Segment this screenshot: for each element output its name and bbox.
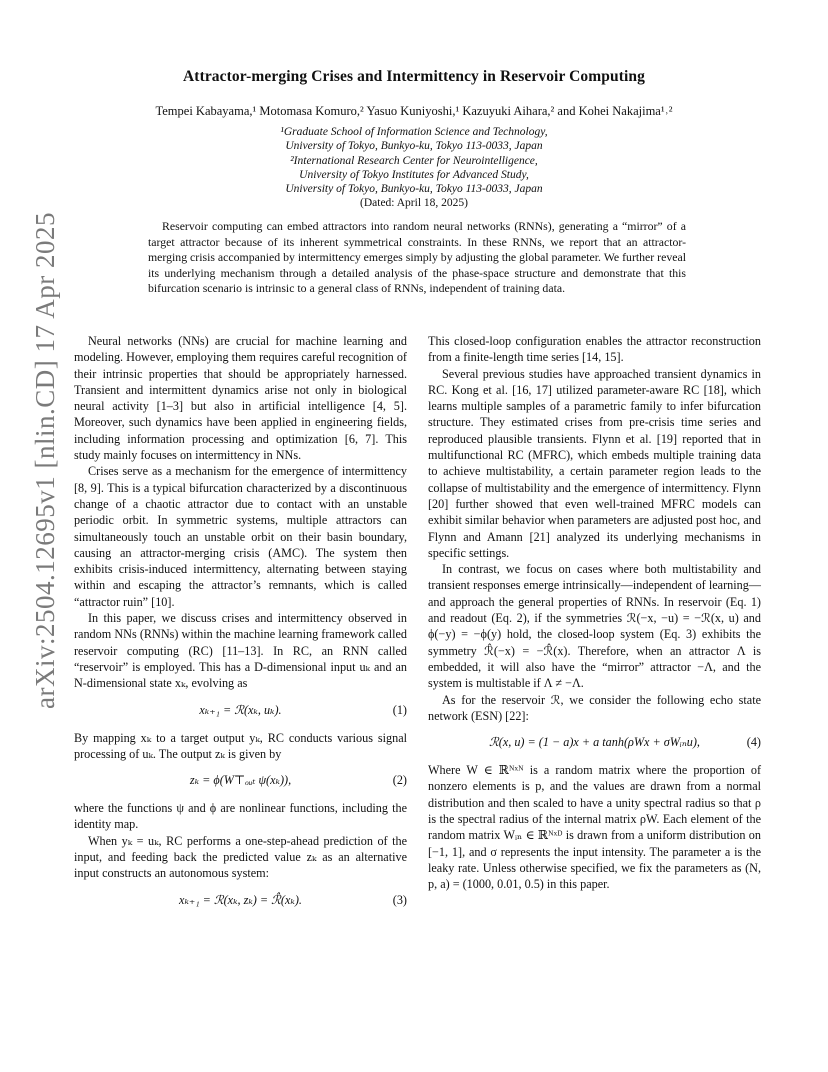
paragraph: In this paper, we discuss crises and intermittency observed in random NNs (RNNs) within the machine learning framework called reservoir computing (RC) [11–13]. In RC, an RNN called “reservoir” is employed. This has a D-dimensional input uₖ and an N-dimensional state xₖ, evolving as (74, 611, 407, 691)
equation-body: xₖ₊₁ = ℛ(xₖ, zₖ) = ℛ̂(xₖ). (179, 892, 302, 907)
paragraph: where the functions ψ and ϕ are nonlinear functions, including the identity map. (74, 801, 407, 832)
paragraph: Several previous studies have approached transient dynamics in RC. Kong et al. [16, 17] utilized parameter-aware RC [18], which learns multiple samples of a parametric family to infer bifurcation structure. They estimated crises from pre-crisis time series and reproduced plausible transients. Flynn et al. [19] reported that in multifunctional RC (MFRC), which embeds multiple training data to achieve multistability, a certain parameter region leads to the collapse of multistability and the emergence of intermittency. Flynn [20] further showed that even well-trained MFRC models can exhibit similar behavior when parameters are adjusted post hoc, and Flynn and Amann [21] analyzed its underlying mechanisms in specific settings. (428, 366, 761, 560)
affiliation-line: University of Tokyo Institutes for Advanced Study, (299, 168, 529, 181)
equation-number: (1) (392, 702, 407, 717)
abstract: Reservoir computing can embed attractors into random neural networks (RNNs), generating a “mirror” of a target attractor because of its inherent symmetrical constraints. In these RNNs, we report that an attractor-merging crisis accompanied by intermittency emerges simply by adjusting the global parameter. We further reveal its underlying mechanism through a detailed analysis of the phase-space structure and demonstrate that this bifurcation scenario is intrinsic to a general class of RNNs, independent of training data. (148, 219, 686, 295)
paragraph: When yₖ = uₖ, RC performs a one-step-ahead prediction of the input, and feeding back the predicted value zₖ as an alternative input constructs an autonomous system: (74, 833, 407, 881)
paragraph: Crises serve as a mechanism for the emergence of intermittency [8, 9]. This is a typical bifurcation characterized by a discontinuous change of a chaotic attractor due to contact with an unstable periodic orbit. In symmetric systems, multiple attractors can simultaneously touch an unstable orbit on their basin boundary, causing an attractor-merging crisis (AMC). The system then exhibits crisis-induced intermittency, alternating between staying within and escaping the attractor’s remnants, which is called “attractor ruin” [10]. (74, 464, 407, 609)
paragraph: This closed-loop configuration enables the attractor reconstruction from a finite-length time series [14, 15]. (428, 334, 761, 365)
equation-number: (3) (392, 892, 407, 907)
affiliation-line: University of Tokyo, Bunkyo-ku, Tokyo 113-0033, Japan (285, 183, 543, 196)
equation-4 (428, 734, 761, 752)
equation-number: (2) (392, 773, 407, 788)
equation-2 (74, 772, 407, 790)
equation-number: (4) (746, 735, 761, 750)
affiliation-line: University of Tokyo, Bunkyo-ku, Tokyo 113-0033, Japan (285, 140, 543, 153)
right-column (428, 333, 761, 893)
affiliation-line: ¹Graduate School of Information Science and Technology, (280, 126, 548, 138)
author-list: Tempei Kabayama,¹ Motomasa Komuro,² Yasuo Kuniyoshi,¹ Kazuyuki Aihara,² and Kohei Nakajima¹˒² (155, 104, 673, 118)
equation-3 (74, 892, 407, 910)
paper-title: Attractor-merging Crises and Intermittency in Reservoir Computing (183, 68, 645, 85)
equation-1 (74, 702, 407, 720)
affiliation-line: ²International Research Center for Neurointelligence, (290, 154, 538, 167)
paragraph: Neural networks (NNs) are crucial for machine learning and modeling. However, employing them requires careful recognition of their intrinsic properties that should be appropriately harnessed. Transient and intermittent dynamics arise not only in biological neural activity [1–3] but also in artificial intelligence [4, 5]. Moreover, such dynamics have been applied in engineering fields, including information processing and optimization [6, 7]. This study mainly focuses on intermittency in NNs. (74, 334, 407, 463)
equation-body: ℛ(x, u) = (1 − a)x + a tanh(ρWx + σWᵢₙu), (489, 735, 700, 750)
equation-body: xₖ₊₁ = ℛ(xₖ, uₖ). (199, 702, 282, 717)
arxiv-sidebar (20, 211, 70, 709)
date-line: (Dated: April 18, 2025) (360, 197, 468, 210)
affiliations (0, 125, 828, 211)
left-column (74, 333, 407, 920)
paragraph: In contrast, we focus on cases where both multistability and transient responses emerge intrinsically—independent of learning—and approach the general properties of RNNs. In reservoir (Eq. 1) and readout (Eq. 2), if the symmetries ℛ(−x, −u) = −ℛ(x, u) and ϕ(−y) = −ϕ(y) hold, the closed-loop system (Eq. 3) exhibits the symmetry ℛ̂(−x) = −ℛ̂(x). Therefore, when an attractor Λ is embedded, it will also have the “mirror” attractor −Λ, and the system is multistable if Λ ≠ −Λ. (428, 562, 761, 691)
arxiv-id: arXiv:2504.12695v1 [nlin.CD] 17 Apr 2025 (29, 211, 60, 709)
equation-body: zₖ = ϕ(W⊤ₒᵤₜ ψ(xₖ)), (189, 773, 292, 788)
paragraph: Where W ∈ ℝᴺˣᴺ is a random matrix where the proportion of nonzero elements is p, and the values are drawn from a normal distribution and then scaled to have a unity spectral radius so that ρ is the spectral radius of the internal matrix ρW. Each element of the random matrix Wᵢₙ ∈ ℝᴺˣᴰ is drawn from a uniform distribution on [−1, 1], and σ represents the input intensity. The parameter a is the leaky rate. Unless otherwise specified, we fix the parameters as (N, p, a) = (1000, 0.01, 0.5) in this paper. (428, 763, 761, 892)
paragraph: As for the reservoir ℛ, we consider the following echo state network (ESN) [22]: (428, 692, 761, 723)
paragraph: By mapping xₖ to a target output yₖ, RC conducts various signal processing of uₖ. The output zₖ is given by (74, 730, 407, 761)
